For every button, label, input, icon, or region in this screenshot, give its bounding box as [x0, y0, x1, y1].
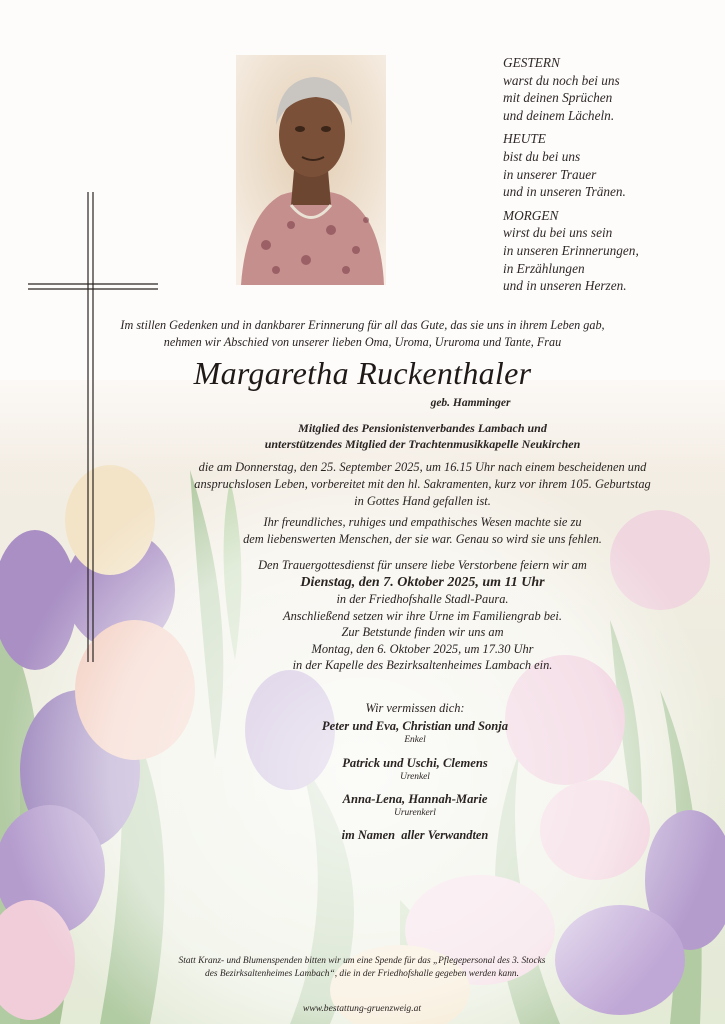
intro-text: [0, 317, 725, 351]
donation-note-line: Statt Kranz- und Blumenspenden bitten wir um eine Spende für das „Pflegepersonal des 3. Stocks: [178, 956, 546, 966]
funeral-after: Anschließend setzen wir ihre Urne im Familiengrab bei.: [283, 609, 562, 623]
death-notice-line: anspruchslosen Leben, vorbereitet mit den hl. Sakramenten, kurz vor ihrem 105. Geburtstag: [194, 477, 651, 491]
membership-text: [60, 420, 725, 452]
death-notice: [60, 459, 725, 510]
funeral-date: Dienstag, den 7. Oktober 2025, um 11 Uhr: [300, 575, 545, 590]
poem-line: in Erzählungen: [503, 260, 585, 276]
poem-line: bist du bei uns: [503, 148, 581, 164]
relative-names: Peter und Eva, Christian und Sonja: [321, 719, 509, 733]
poem-line: und in unseren Tränen.: [503, 184, 626, 200]
relative-role: Enkel: [404, 735, 426, 745]
membership-line: unterstützendes Mitglied der Trachtenmusikkapelle Neukirchen: [264, 437, 581, 451]
poem-line: wirst du bei uns sein: [503, 225, 613, 241]
relative-role: Urenkel: [400, 772, 430, 782]
poem-line: und in unseren Herzen.: [503, 278, 627, 294]
funeral-intro: Den Trauergottesdienst für unsere liebe Verstorbene feiern wir am: [258, 558, 587, 572]
poem-line: warst du noch bei uns: [503, 72, 620, 88]
relative-entry: [205, 719, 625, 745]
poem-heading: MORGEN: [503, 207, 559, 223]
relative-entry: [205, 792, 625, 818]
birth-name: geb. Hamminger: [430, 397, 511, 409]
poem-line: in unserer Trauer: [503, 166, 597, 182]
poem-heading: HEUTE: [503, 131, 546, 147]
intro-line: nehmen wir Abschied von unserer lieben Oma, Uroma, Ururoma und Tante, Frau: [163, 335, 562, 349]
closing-text: im Namen aller Verwandten: [341, 828, 489, 842]
donation-note: [52, 955, 672, 981]
funeral-place: in der Friedhofshalle Stadl-Paura.: [336, 592, 509, 606]
relative-names: Patrick und Uschi, Clemens: [342, 756, 488, 770]
death-notice-line: die am Donnerstag, den 25. September 2025, um 16.15 Uhr nach einem bescheidenen und: [198, 460, 647, 474]
poem-line: und deinem Lächeln.: [503, 107, 615, 123]
character-line: dem liebenswerten Menschen, der sie war. Genau so wird sie uns fehlen.: [243, 532, 602, 546]
prayer-line: Montag, den 6. Oktober 2025, um 17.30 Uhr: [311, 641, 534, 656]
prayer-line: Zur Betstunde finden wir uns am: [341, 625, 504, 639]
poem: [503, 54, 713, 295]
intro-line: Im stillen Gedenken und in dankbarer Erinnerung für all das Gute, das sie uns in ihrem Leben gab,: [120, 318, 605, 332]
relative-entry: [205, 756, 625, 782]
portrait-photo: [236, 55, 386, 285]
deceased-name: Margaretha Ruckenthaler: [193, 355, 532, 391]
missing-header: Wir vermissen dich:: [365, 701, 465, 715]
character-text: [60, 514, 725, 548]
character-line: Ihr freundliches, ruhiges und empathisches Wesen machte sie zu: [263, 515, 582, 529]
membership-line: Mitglied des Pensionistenverbandes Lambach und: [298, 421, 547, 435]
poem-line: mit deinen Sprüchen: [503, 90, 613, 106]
death-notice-line: in Gottes Hand gefallen ist.: [354, 494, 491, 508]
funeral-info: [60, 557, 725, 625]
donation-note-line: des Bezirksaltenheimes Lambach“, die in der Friedhofshalle gegeben werden kann.: [205, 969, 519, 979]
relative-role: Ururenkerl: [394, 808, 436, 818]
poem-heading: GESTERN: [503, 55, 560, 70]
website-link[interactable]: www.bestattung-gruenzweig.at: [302, 1003, 422, 1014]
relative-names: Anna-Lena, Hannah-Marie: [342, 792, 488, 806]
prayer-line: in der Kapelle des Bezirksaltenheimes Lambach ein.: [292, 658, 553, 672]
poem-line: in unseren Erinnerungen,: [503, 242, 639, 258]
prayer-info: [60, 624, 725, 674]
